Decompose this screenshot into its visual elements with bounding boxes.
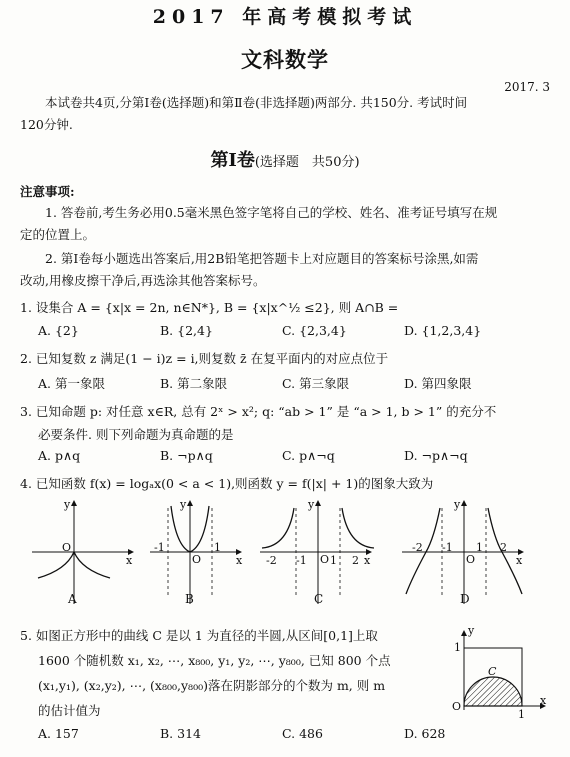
q1-option-b: B. {2,4} (160, 323, 213, 338)
q1-option-d: D. {1,2,3,4} (404, 323, 482, 338)
note-1-line-2: 定的位置上。 (20, 227, 96, 242)
graph-c (258, 498, 378, 608)
graph-b-x-label: x (236, 554, 243, 567)
graph-c-origin: O (320, 553, 330, 566)
graph-a (28, 498, 138, 608)
q5-option-c: C. 486 (282, 726, 323, 741)
section-title (0, 146, 570, 172)
q5-line-4: 的估计值为 (38, 703, 101, 718)
q3-line-1: 3. 已知命题 p: 对任意 x∈R, 总有 2ˣ > x²; q: “ab > 1” 是 “a > 1, b > 1” 的充分不 (20, 404, 497, 419)
q3-line-2: 必要条件. 则下列命题为真命题的是 (38, 427, 234, 442)
section-subtitle: (选择题 共50分) (254, 155, 360, 170)
graph-a-y-label: y (64, 498, 71, 511)
graph-c-y-arrow (315, 500, 321, 506)
graph-c-tick-2: 2 (352, 554, 359, 567)
graph-b-origin: O (192, 553, 202, 566)
graph-c-curve-right (342, 508, 374, 548)
q5-line-3: (x₁,y₁), (x₂,y₂), ⋯, (x₈₀₀,y₈₀₀)落在阴影部分的个数为 m, 则 m (38, 678, 386, 693)
graph-d-y-label: y (454, 498, 461, 511)
graph-c-label: C (314, 592, 324, 606)
intro-line-2: 120分钟. (20, 117, 73, 132)
graph-a-x-label: x (126, 554, 133, 567)
graph-d-tick-neg1: -1 (442, 541, 453, 554)
intro-line-1: 本试卷共4页,分第Ⅰ卷(选择题)和第Ⅱ卷(非选择题)两部分. 共150分. 考试时间 (45, 95, 468, 110)
graph-d (400, 498, 530, 608)
q2-stem: 2. 已知复数 z 满足(1 − i)z = i,则复数 z̄ 在复平面内的对应点位于 (20, 351, 389, 366)
q5-y-label: y (468, 624, 475, 637)
q5-x-label: x (540, 694, 547, 707)
q5-option-d: D. 628 (404, 726, 446, 741)
section-title-main: 第Ⅰ卷 (210, 150, 255, 171)
q5-curve-label: C (488, 665, 497, 678)
q5-shaded-semicircle (464, 677, 522, 706)
graph-d-label: D (460, 592, 470, 606)
graph-b-y-arrow (187, 500, 193, 506)
graph-b (148, 498, 248, 608)
graph-b-y-label: y (180, 498, 187, 511)
subject-title: 文科数学 (241, 47, 329, 72)
q3-option-b: B. ¬p∧q (160, 448, 213, 463)
graph-d-origin: O (466, 553, 476, 566)
note-1-line-1: 1. 答卷前,考生务必用0.5毫米黑色签字笔将自己的学校、姓名、准考证号填写在规 (45, 205, 498, 220)
q5-y-arrow (461, 630, 467, 636)
graph-a-label: A (68, 592, 77, 606)
q2-option-b: B. 第二象限 (160, 376, 228, 391)
graph-c-tick-neg2: -2 (266, 554, 277, 567)
q3-option-a: A. p∧q (38, 448, 81, 463)
graph-c-curve-left (262, 508, 294, 548)
graph-c-y-label: y (308, 498, 315, 511)
q3-option-d: D. ¬p∧¬q (404, 448, 468, 463)
q5-option-b: B. 314 (160, 726, 201, 741)
q5-tick-x1: 1 (518, 708, 525, 721)
exam-title: 2017 年高考模拟考试 (152, 6, 418, 28)
graph-d-tick-1: 1 (476, 541, 483, 554)
q5-line-2: 1600 个随机数 x₁, x₂, ⋯, x₈₀₀, y₁, y₂, ⋯, y₈₀₀, 已知 800 个点 (38, 653, 391, 668)
graph-b-label: B (185, 592, 194, 606)
q4-stem: 4. 已知函数 f(x) = logₐx(0 < a < 1),则函数 y = f(|x| + 1)的图象大致为 (20, 476, 434, 491)
graph-a-y-arrow (71, 500, 77, 506)
q1-option-a: A. {2} (38, 323, 79, 338)
q5-figure (440, 624, 550, 721)
q3-option-c: C. p∧¬q (282, 448, 335, 463)
graph-d-x-label: x (516, 554, 523, 567)
q5-option-a: A. 157 (38, 726, 79, 741)
graph-d-tick-neg2: -2 (412, 541, 423, 554)
q2-option-c: C. 第三象限 (282, 376, 350, 391)
notes-title: 注意事项: (20, 184, 75, 199)
q2-option-a: A. 第一象限 (38, 376, 105, 391)
graph-d-tick-2: 2 (500, 541, 507, 554)
graph-a-plot (28, 498, 138, 608)
graph-b-tick-1: 1 (214, 541, 221, 554)
graph-b-tick-neg1: -1 (154, 541, 165, 554)
q2-option-d: D. 第四象限 (404, 376, 472, 391)
q5-origin: O (452, 700, 462, 713)
note-2-line-2: 改动,用橡皮擦干净后,再选涂其他答案标号。 (20, 273, 266, 288)
note-2-line-1: 2. 第Ⅰ卷每小题选出答案后,用2B铅笔把答题卡上对应题目的答案标号涂黑,如需 (45, 251, 479, 266)
graph-c-tick-1: 1 (330, 554, 337, 567)
q5-line-1: 5. 如图正方形中的曲线 C 是以 1 为直径的半圆,从区间[0,1]上取 (20, 628, 378, 643)
graph-c-x-label: x (364, 554, 371, 567)
graph-c-tick-neg1: -1 (296, 554, 307, 567)
graph-d-y-arrow (461, 500, 467, 506)
exam-date: 2017. 3 (504, 80, 550, 94)
q5-tick-y1: 1 (454, 641, 461, 654)
graph-a-origin: O (62, 541, 72, 554)
q1-stem: 1. 设集合 A = {x|x = 2n, n∈N*}, B = {x|x^½ ≤2}, 则 A∩B = (20, 300, 399, 315)
q1-option-c: C. {2,3,4} (282, 323, 347, 338)
